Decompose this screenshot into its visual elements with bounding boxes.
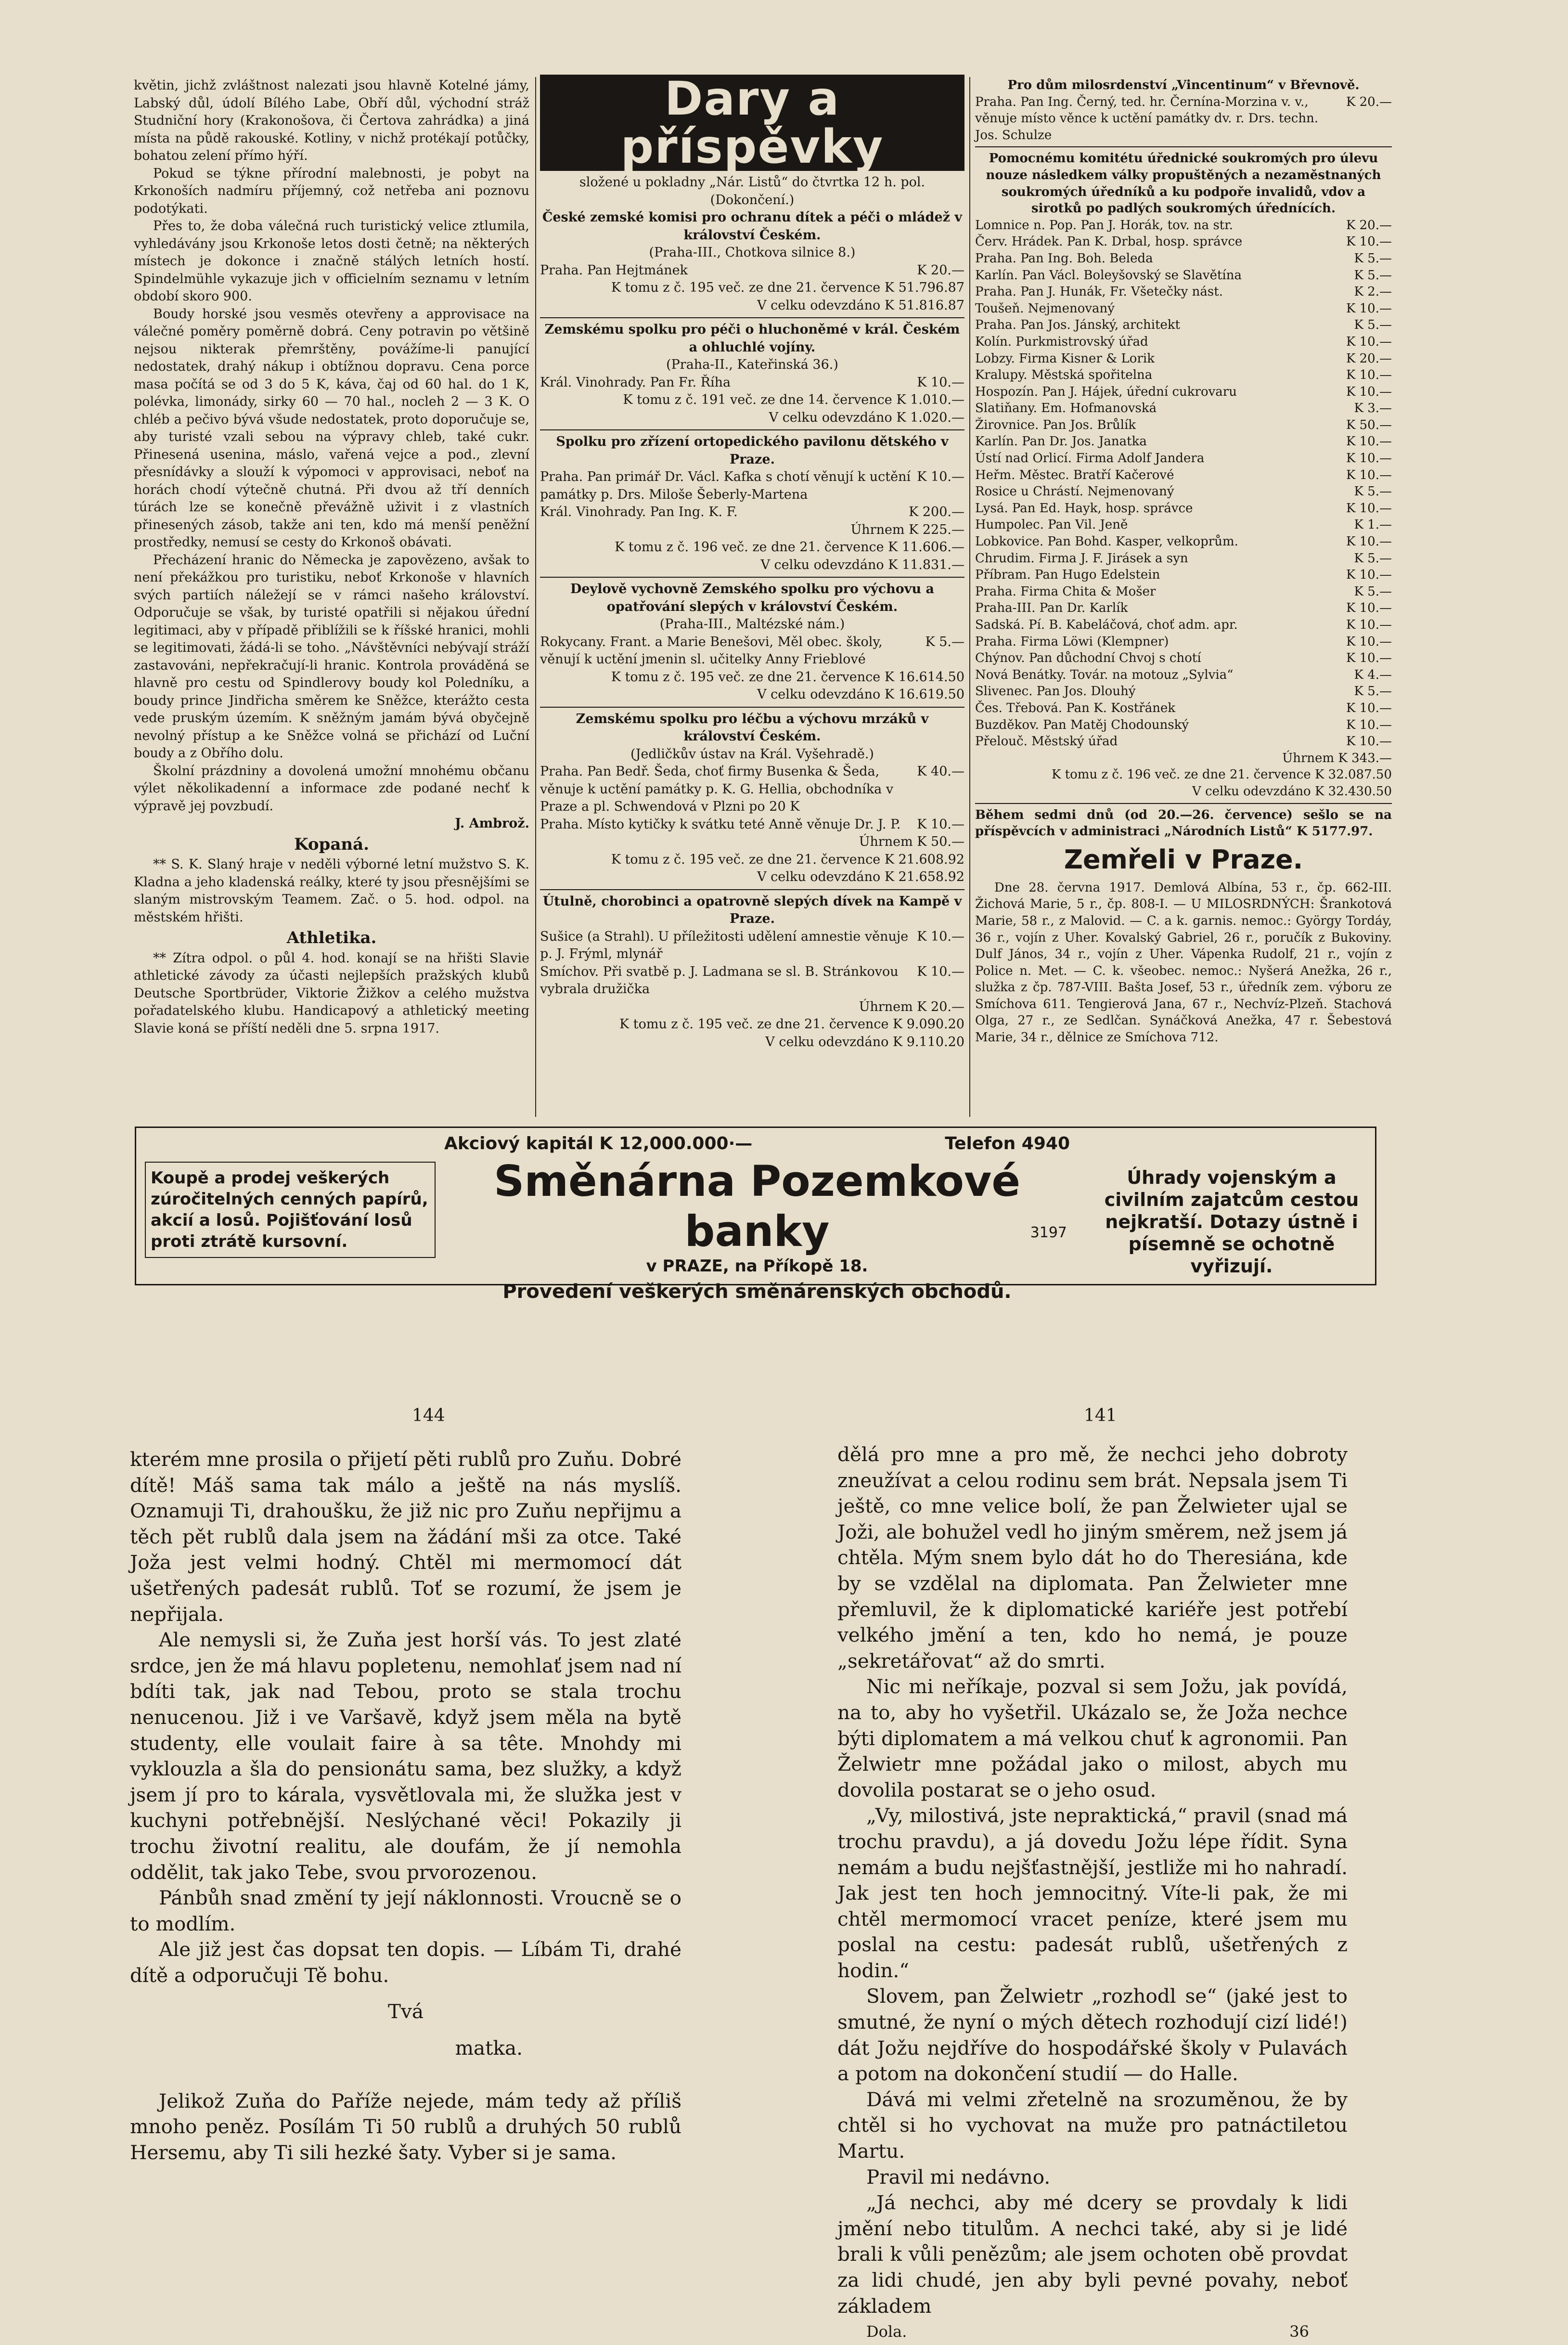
paragraph: Ale již jest čas dopsat ten dopis. — Líbám Ti, drahé dítě a odporučuji Tě bohu. [130, 1938, 681, 1987]
amount: K 200.— [909, 505, 964, 519]
amount: K 10.— [1346, 534, 1392, 549]
donation-section-title: České zemské komisi pro ochranu dítek a péči o mládež v království Českém. [542, 210, 963, 243]
donor: Praha. Pan Hejtmánek [540, 262, 688, 278]
donation-row [975, 683, 1392, 700]
letter-signature: Tvá [387, 2000, 424, 2023]
donor: Nová Benátky. Továr. na motouz „Sylvia“ [975, 667, 1234, 682]
bank-advertisement [135, 1127, 1376, 1303]
paragraph: Pánbůh snad změní ty její náklonnosti. Vroucně se o to modlím. [130, 1886, 681, 1935]
amount: K 10.— [917, 469, 964, 484]
ad-number: 3197 [1030, 1224, 1067, 1241]
paragraph: Boudy horské jsou vesměs otevřeny a approvisace na válečné poměry poměrně dobrá. Ceny potravin po většině nejsou nikterak přemrštěny, povážíme-li panující nedostatek, drahý nákup i obtížnou dopravu. Cena porce masa počítá se od 3 do 5 K, káva, čaj od 60 hal. do 1 K, polévka, limonády, sirky 60 — 70 hal., nocleh 2 — 3 K. O chléb a pečivo bývá všude nedostatek, proto doporučuje se, aby turisté vzali sebou na výpravy chleb, také cukr. Přinesená usenina, máslo, vařená vejce a pod., zlevní přesnídávky a slouží k výpomoci v approvisaci, neboť na horách chodí výtečně chutná. Při dvou až tří denních túrách lze se konečně převážně uživit i z vlastních přinesených zásob, takže ani ten, kdo má menší peněžní prostředky, nemusí se cesty do Krkonoš obávati. [134, 306, 529, 550]
donation-row [975, 433, 1392, 450]
donation-section-title: Zemskému spolku pro péči o hluchoněmé v král. Českém a ohluchlé vojíny. [544, 322, 960, 355]
ad-capital: Akciový kapitál K 12,000.000·— [444, 1134, 753, 1153]
donation-row [975, 400, 1392, 417]
amount: K 10.— [1346, 368, 1392, 383]
carried-sum: K tomu z č. 195 več. ze dne 21. července K 16.614.50 [611, 669, 964, 685]
donation-row [975, 500, 1392, 517]
amount: K 1.— [1354, 518, 1392, 532]
section-title-athletics: Athletika. [286, 928, 377, 947]
donation-row [540, 262, 964, 280]
amount: K 10.— [1346, 384, 1392, 399]
donation-row [975, 300, 1392, 317]
amount: K 5.— [1354, 318, 1392, 333]
donation-row [975, 250, 1392, 267]
donor: Karlín. Pan Dr. Jos. Janatka [975, 434, 1147, 449]
donation-row [975, 317, 1392, 334]
donation-section-title: Spolku pro zřízení ortopedického pavilonu dětského v Praze. [556, 434, 949, 467]
donation-total: V celku odevzdáno K 16.619.50 [757, 687, 964, 702]
ad-telephone: Telefon 4940 [945, 1134, 1070, 1153]
column-donations-2 [975, 77, 1392, 1117]
donor: Rosice u Chrástí. Nejmenovaný [975, 484, 1174, 499]
divider [540, 577, 964, 578]
amount: K 5.— [1354, 251, 1392, 266]
amount: K 10.— [1346, 501, 1392, 516]
signature-mark: Dola. [866, 2322, 907, 2341]
book-page-left [130, 1447, 681, 2236]
donation-row [975, 634, 1392, 650]
donation-row [540, 963, 964, 998]
donor: Praha. Firma Löwi (Klempner) [975, 634, 1169, 649]
amount: K 10.— [917, 964, 964, 979]
donation-row [975, 384, 1392, 401]
book-footer [837, 2319, 1348, 2345]
paragraph: kterém mne prosila o přijetí pěti rublů pro Zuňu. Dobré dítě! Máš sama tak málo a ještě na nás myslíš. Oznamuji Ti, drahoušku, že již nic pro Zuňu nepřijmu a těch pět rublů dala jsem na žádání mši za otce. Také Joža jest velmi hodný. Chtěl mi mermomocí dát ušetřených padesát rublů. Toť se rozumí, že jsem je nepřijala. [130, 1448, 681, 1626]
amount: K 10.— [1346, 334, 1392, 349]
donor: Příbram. Pan Hugo Edelstein [975, 568, 1160, 583]
donor: Král. Vinohrady. Pan Ing. K. F. [540, 505, 738, 519]
column-divider [535, 77, 536, 1117]
donation-row [975, 533, 1392, 550]
amount: K 5.— [1354, 584, 1392, 599]
sheet-number: 36 [1289, 2322, 1309, 2341]
ad-services: Koupě a prodej veškerých zúročitelných cenných papírů, akcií a losů. Pojišťování losů proti ztrátě kursovní. [145, 1162, 436, 1258]
donation-row [975, 650, 1392, 667]
donor: Sadská. Pí. B. Kabeláčová, choť adm. apr. [975, 618, 1238, 632]
paragraph: Nic mi neříkaje, pozval si sem Jožu, jak povídá, na to, aby ho vyšetřil. Ukázalo se, že Joža nechce býti diplomatem a má velkou chuť k agronomii. Pan Želwietr mne požádal jako o milost, abych mu dovolila postarat se o jeho osud. [837, 1675, 1348, 1801]
donation-total: V celku odevzdáno K 9.110.20 [765, 1034, 964, 1049]
football-text: ** S. K. Slaný hraje v neděli výborné letní mužstvo S. K. Kladna a jeho kladenská reálky, které ty jsou přesnějšími se slaným mistrovským Teamem. Zač. o 5. hod. odpol. na městském hřišti. [134, 857, 529, 925]
donor: Hospozín. Pan J. Hájek, úřední cukrovaru [975, 384, 1237, 399]
amount: K 10.— [1346, 651, 1392, 666]
subtotal: Úhrnem K 50.— [859, 834, 964, 849]
donation-row [975, 217, 1392, 234]
donation-row [540, 928, 964, 963]
donor: Král. Vinohrady. Pan Fr. Říha [540, 375, 731, 390]
tourism-article [134, 77, 529, 833]
amount: K 5.— [1354, 684, 1392, 699]
donation-row [975, 700, 1392, 717]
donor: Lobkovice. Pan Bohd. Kasper, velkoprům. [975, 534, 1238, 549]
column-tourism [134, 77, 529, 1117]
paragraph: květin, jichž zvláštnost nalezati jsou hlavně Kotelné jámy, Labský důl, údolí Bílého Labe, Obří důl, východní stráž Studniční hory (Krakonošova, či Čertova zahrádka) a jiná místa na půdě rakouské. Kotliny, v nichž protékají potůčky, bohatou zelení přímo hýří. [134, 78, 529, 163]
donor: Žirovnice. Pan Jos. Brůlík [975, 417, 1136, 432]
paragraph: Slovem, pan Želwietr „rozhodl se“ (jaké jest to smutné, že nyní o mých dětech rozhodují cizí lidé!) dát Jožu nejdříve do hospodářské školy v Pulavách a potom na dokončení studií — do Halle. [837, 1984, 1348, 2086]
donor: Smíchov. Při svatbě p. J. Ladmana se sl. B. Stránkovou vybrala družička [540, 964, 899, 997]
deaths-text: Dne 28. června 1917. Demlová Albína, 53 r., čp. 662-III. Žichová Marie, 5 r., čp. 808-I. — U MILOSRDNÝCH: Šrankotová Marie, 58 r., z Malovid. — C. a k. garnis. nemoc.: György Tordáy, 36 r., vojín z Uher. Kovalský Gabriel, 26 r., poručík z Bukoviny. Dulf János, 34 r., vojín z Uher. Vápenka Rudolf, 21 r., vojín z Police n. Met. — C. k. všeobec. nemoc.: Nyšerá Anežka, 26 r., služka z čp. 787-VIII. Bašta Josef, 53 r., úředník zem. výboru ze Smíchova 611. Tengierová Jana, 67 r., Nechvíz-Plzeň. Stachová Olga, 27 r., ze Sedlčan. Synáčková Anežka, 47 r. Šebestová Marie, 34 r., dělnice ze Smíchova 712. [975, 880, 1392, 1045]
donor: Praha. Pan J. Hunák, Fr. Všetečky nást. [975, 285, 1223, 299]
donation-row [975, 583, 1392, 600]
amount: K 2.— [1354, 285, 1392, 299]
donor: Chýnov. Pan důchodní Chvoj s chotí [975, 651, 1201, 666]
amount: K 50.— [1346, 417, 1392, 432]
divider [975, 803, 1392, 804]
amount: K 5.— [1354, 551, 1392, 566]
paragraph: „Vy, milostivá, jste nepraktická,“ pravil (snad má trochu pravdu), a já dovedu Jožu lépe řídit. Syna nemám a budu nejšťastnější, jestliže mi ho nahradí. Jak jest ten hoch jemnocitný. Víte-li pak, že mi chtěl mermomocí vracet peníze, které jsem mu poslal na cestu: padesát rublů, ušetřených z hodin.“ [837, 1804, 1348, 1982]
donation-total: V celku odevzdáno K 32.430.50 [1192, 784, 1392, 799]
donation-row [975, 467, 1392, 484]
donation-section-title: Pro dům milosrdenství „Vincentinum“ v Břevnově. [1007, 78, 1360, 92]
ad-address: v PRAZE, na Příkopě 18. [646, 1257, 868, 1276]
donation-row [975, 417, 1392, 434]
amount: K 20.— [1346, 94, 1392, 109]
amount: K 40.— [917, 764, 964, 779]
ad-bank-name: Směnárna Pozemkové banky [493, 1156, 1021, 1256]
donor: Slatiňany. Em. Hofmanovská [975, 401, 1157, 416]
paragraph: Školní prázdniny a dovolená umožní mnohému občanu výlet několikadenní a informace zde podané nechť k výpravě jej povzbudí. [134, 763, 529, 814]
donor: Toušeň. Nejmenovaný [975, 301, 1115, 316]
donations-intro: složené u pokladny „Nár. Listů“ do čtvrtka 12 h. pol. [579, 175, 925, 190]
donor: Praha. Pan Ing. Boh. Beleda [975, 251, 1153, 266]
letter-signature-name: matka. [455, 2036, 523, 2060]
subtotal: Úhrnem K 343.— [1282, 751, 1392, 765]
section-title-football: Kopaná. [294, 834, 369, 854]
amount: K 10.— [917, 816, 964, 832]
carried-sum: K tomu z č. 196 več. ze dne 21. července K 11.606.— [615, 540, 964, 555]
paragraph: Dává mi velmi zřetelně na srozuměnou, že by chtěl si ho vychovat na muže pro patnáctiletou Martu. [837, 2087, 1348, 2163]
book-page-right [837, 1442, 1348, 2341]
continued-note: (Dokončení.) [710, 192, 795, 207]
column-donations [540, 72, 964, 1119]
donation-row [975, 284, 1392, 300]
paragraph: Přecházení hranic do Německa je zapovězeno, avšak to není překážkou pro turistiku, neboť Krkonoše v hlavních svých partiích náležejí se v rámci našeho království. Odporučuje se však, by turisté opatřili si nějakou úřední legitimaci, aby v případě přiblížili se k říšské hranici, mohli se legitimovati, žádá-li se toho. „Návštěvníci nebývají stráží zastavováni, nepřekračují-li hranic. Kontrola prováděná se hlavně pro cestu od Spindlerovy boudy kol Poledníku, a boudy prince Jindřicha směrem ke Sněžce, kterážto cesta vede pruským územím. K sněžným jamám bývá obyčejně nevolný přístup a ke Sněžce volná se přichází od Luční boudy a z Obřího dolu. [134, 552, 529, 761]
donation-row [975, 483, 1392, 500]
donor: Heřm. Městec. Bratří Kačerové [975, 467, 1174, 482]
donation-row [540, 816, 964, 834]
paragraph: Ale nemysli si, že Zuňa jest horší vás. To jest zlaté srdce, jen že má hlavu popletenu, nemohlať jsem nad ní bdíti tak, jak nad Tebou, proto se stala trochu nenucenou. Již i ve Varšavě, když jsem měla na bytě studenty, elle voulait faire à sa tête. Mnohdy mi vyklouzla a šla do pensionátu sama, bez služky, a když jsem jí pro to kárala, vysvětlovala mi, že služka jest v kuchyni potřebnější. Neslýchané věci! Pokazily ji trochu životní realitu, ale doufám, že jí nemohla oddělit, tak jako Tebe, svou prvorozenou. [130, 1628, 681, 1884]
donor: Praha. Pan primář Dr. Václ. Kafka s chotí věnují k uctění památky p. Drs. Miloše Šeberly-Martena [540, 469, 911, 502]
donation-total: V celku odevzdáno K 21.658.92 [757, 869, 964, 884]
athletics-text: ** Zítra odpol. o půl 4. hod. konají se na hřišti Slavie athletické závody za účasti nejlepších pražských klubů Deutsche Sportbrüder, Viktorie Žižkov a celého mužstva pořadatelského klubu. Handicapový a athletický meeting Slavie koná se příští neděli dne 5. srpna 1917. [134, 950, 529, 1036]
amount: K 10.— [917, 375, 964, 390]
ad-footer: Provedení veškerých směnárenských obchodů. [502, 1281, 1012, 1303]
paragraph: Pokud se týkne přírodní malebnosti, je pobyt na Krkonoších nadmíru příjemný, což netřeba ani poznovu podotýkati. [134, 166, 529, 216]
donation-row [975, 667, 1392, 684]
donation-row [975, 334, 1392, 350]
donation-row [975, 517, 1392, 533]
donor: Lomnice n. Pop. Pan J. Horák, tov. na str. [975, 218, 1234, 233]
donation-row [975, 233, 1392, 250]
divider [540, 317, 964, 318]
donor: Přelouč. Městský úřad [975, 734, 1118, 749]
amount: K 10.— [1346, 700, 1392, 715]
carried-sum: K tomu z č. 195 več. ze dne 21. července K 51.796.87 [611, 280, 964, 295]
amount: K 10.— [1346, 618, 1392, 632]
paragraph: Přes to, že doba válečná ruch turistický velice ztlumila, vyhledávány jsou Krkonoše letos dosti četně; na některých místech je dokonce i značně stálých letních hostí. Spindelmühle vykazuje jich v officielním seznamu v letním období skoro 900. [134, 219, 529, 304]
donation-row [975, 367, 1392, 384]
donation-row [975, 617, 1392, 634]
page-number-left: 144 [412, 1406, 445, 1425]
ad-prisoners: Úhrady vojenským a civilním zajatcům cestou nejkratší. Dotazy ústně i písemně se ochotně vyřizují. [1104, 1167, 1359, 1277]
column-divider [969, 77, 970, 1117]
donation-row [975, 450, 1392, 467]
amount: K 5.— [1354, 268, 1392, 283]
donation-section-title: Zemskému spolku pro léčbu a výchovu mrzáků v království Českém. [576, 711, 929, 744]
subtotal: Úhrnem K 225.— [850, 522, 964, 537]
page-number-right: 141 [1084, 1406, 1117, 1425]
donor: Praha. Pan Bedř. Šeda, choť firmy Busenka & Šeda, věnuje k uctění památky p. K. G. Hellia, obchodníka v Praze a pl. Schwendová v Plzni po 20 K [540, 764, 894, 814]
amount: K 20.— [917, 262, 964, 278]
donation-section-title: Pomocnému komitétu úřednické soukromých pro úlevu nouze následkem války propuštěných a nezaměstnaných soukromých úředníků a ku podpoře invalidů, vdov a sirotků po padlých soukromých úřednících. [986, 151, 1381, 216]
donation-address: (Praha-II., Kateřinská 36.) [666, 357, 838, 372]
donor: Praha-III. Pan Dr. Karlík [975, 601, 1128, 616]
donation-row [975, 717, 1392, 734]
paragraph: dělá pro mne a pro mě, že nechci jeho dobroty zneužívat a celou rodinu sem brát. Nepsala jsem Ti ještě, co mne velice bolí, že pan Želwieter ujal se Joži, ale bohužel vedl ho jiným směrem, než jsem já chtěla. Mým snem bylo dát ho do Theresiána, kde by se vzdělal na diplomata. Pan Želwieter mne přemluvil, že k diplomatické kariéře jest potřebí velkého jmění a ten, kdo ho nemá, je pouze „sekretářovat“ až do smrti. [837, 1443, 1348, 1672]
donor: Kolín. Purkmistrovský úřad [975, 334, 1148, 349]
carried-sum: K tomu z č. 196 več. ze dne 21. července K 32.087.50 [1052, 767, 1392, 782]
carried-sum: K tomu z č. 191 več. ze dne 14. července K 1.010.— [623, 392, 964, 407]
donation-row [975, 550, 1392, 567]
amount: K 10.— [1346, 601, 1392, 616]
amount: K 10.— [1346, 717, 1392, 732]
donor: Buzděkov. Pan Matěj Chodounský [975, 717, 1189, 732]
donor: Ústí nad Orlicí. Firma Adolf Jandera [975, 451, 1205, 466]
donation-list [975, 217, 1392, 750]
donation-address: (Praha-III., Maltézské nám.) [659, 617, 845, 632]
donation-row [975, 733, 1392, 750]
amount: K 10.— [1346, 451, 1392, 466]
amount: K 5.— [925, 634, 964, 649]
amount: K 20.— [1346, 351, 1392, 366]
donor: Humpolec. Pan Vil. Jeně [975, 518, 1128, 532]
divider [540, 429, 964, 430]
carried-sum: K tomu z č. 195 več. ze dne 21. července K 9.090.20 [619, 1017, 964, 1032]
donor: Lobzy. Firma Kisner & Lorik [975, 351, 1155, 366]
donation-row [975, 267, 1392, 284]
donor: Praha. Pan Jos. Jánský, architekt [975, 318, 1181, 333]
donation-total: V celku odevzdáno K 11.831.— [760, 557, 964, 572]
donation-row [975, 350, 1392, 367]
amount: K 10.— [1346, 234, 1392, 249]
amount: K 10.— [1346, 568, 1392, 583]
amount: K 3.— [1354, 401, 1392, 416]
weekly-note: Během sedmi dnů (od 20.—26. července) sešlo se na příspěvcích v administraci „Národních Listů“ K 5177.97. [975, 807, 1392, 839]
donor: Lysá. Pan Ed. Hayk, hosp. správce [975, 501, 1193, 516]
donor: Praha. Místo kytičky k svátku teté Anně věnuje Dr. J. P. [540, 816, 901, 832]
amount: K 10.— [1346, 301, 1392, 316]
divider [540, 707, 964, 708]
donation-row [975, 567, 1392, 583]
donor: Červ. Hrádek. Pan K. Drbal, hosp. správce [975, 234, 1243, 249]
donation-section-title: Deylově vychovně Zemského spolku pro výchovu a opatřování slepých v království Českém. [570, 582, 934, 614]
divider [975, 146, 1392, 147]
donor: Sušice (a Strahl). U příležitosti udělení amnestie věnuje p. J. Frýml, mlynář [540, 929, 909, 961]
donation-total: V celku odevzdáno K 51.816.87 [757, 298, 964, 313]
donation-address: (Jedličkův ústav na Král. Vyšehradě.) [630, 746, 874, 762]
amount: K 10.— [1346, 467, 1392, 482]
amount: K 10.— [917, 929, 964, 944]
donor: Rokycany. Frant. a Marie Benešovi, Měl obec. školy, věnují k uctění jmenin sl. učitelky Anny Frieblové [540, 634, 883, 667]
amount: K 20.— [1346, 218, 1392, 233]
amount: K 10.— [1346, 434, 1392, 449]
donation-row [540, 763, 964, 816]
donation-row [540, 504, 964, 521]
donation-total: V celku odevzdáno K 1.020.— [769, 410, 964, 425]
donor: Chrudim. Firma J. F. Jirásek a syn [975, 551, 1188, 566]
paragraph: Jelikož Zuňa do Paříže nejede, mám tedy až příliš mnoho peněz. Posílám Ti 50 rublů a druhých 50 rublů Hersemu, aby Ti sili hezké šaty. Vyber si je sama. [130, 2089, 681, 2164]
donation-address: (Praha-III., Chotkova silnice 8.) [649, 245, 856, 260]
carried-sum: K tomu z č. 195 več. ze dne 21. července K 21.608.92 [611, 852, 964, 867]
donor: Praha. Pan Ing. Černý, ted. hr. Černína-Morzina v. v., věnuje místo věnce k uctění památky dv. r. Drs. techn. Jos. Schulze [975, 94, 1319, 143]
amount: K 10.— [1346, 734, 1392, 749]
paragraph: „Já nechci, aby mé dcery se provdaly k lidi jmění nebo titulům. A nechci také, aby si je lidé brali k vůli penězům; ale jsem ochoten obě provdat za lidi chudé, jen aby byli pevné povahy, neboť základem [837, 2191, 1348, 2318]
amount: K 5.— [1354, 484, 1392, 499]
paragraph: Pravil mi nedávno. [866, 2165, 1051, 2189]
donor: Karlín. Pan Václ. Boleyšovský se Slavětína [975, 268, 1242, 283]
subtotal: Úhrnem K 20.— [859, 999, 964, 1014]
ad-center [444, 1134, 1070, 1303]
donation-row [540, 634, 964, 669]
amount: K 10.— [1346, 634, 1392, 649]
amount: K 4.— [1354, 667, 1392, 682]
deaths-title: Zemřeli v Praze. [1064, 844, 1303, 875]
donation-section-title: Útulně, chorobinci a opatrovně slepých dívek na Kampě v Praze. [542, 894, 962, 926]
article-signature: J. Ambrož. [455, 816, 529, 831]
donation-row [540, 468, 964, 504]
divider [540, 889, 964, 890]
donor: Kralupy. Městská spořitelna [975, 368, 1153, 383]
donation-row [975, 600, 1392, 617]
donor: Čes. Třebová. Pan K. Kostřánek [975, 700, 1176, 715]
donor: Slivenec. Pan Jos. Dlouhý [975, 684, 1136, 699]
donation-row [540, 374, 964, 392]
donor: Praha. Firma Chita & Mošer [975, 584, 1156, 599]
donation-row [975, 94, 1392, 144]
masthead-donations: Dary a příspěvky [540, 75, 964, 171]
